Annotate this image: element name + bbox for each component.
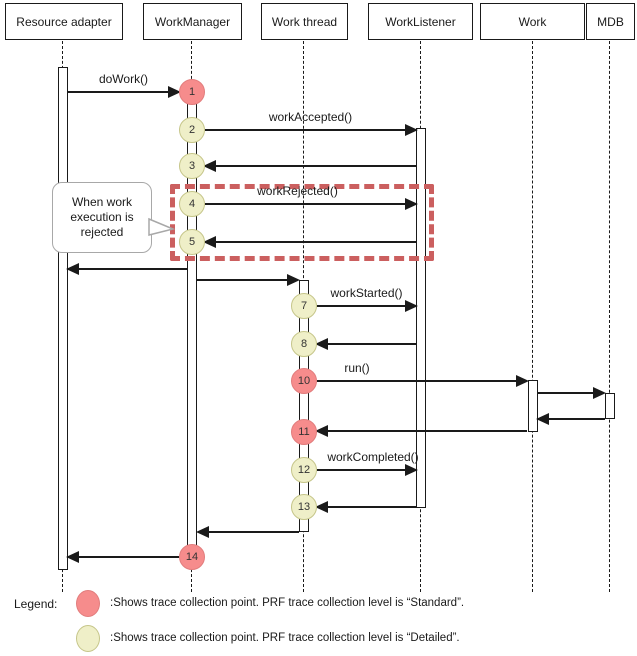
trace-point-number: 7 <box>300 300 308 312</box>
message-dowork-label: doWork() <box>98 72 149 86</box>
return-worklistener-to-workmanager-arrow <box>205 165 416 167</box>
message-run-arrow <box>317 380 527 382</box>
participant-resource-adapter <box>5 3 123 40</box>
return-workmanager-to-resource-adapter-arrow <box>68 556 179 558</box>
trace-point-13 <box>291 494 317 520</box>
legend-detailed-marker <box>76 625 100 652</box>
trace-point-14 <box>179 544 205 570</box>
participant-workmanager <box>143 3 242 40</box>
return-mdb-to-work-arrow <box>538 418 605 420</box>
trace-point-number: 8 <box>300 338 308 350</box>
message-workcompleted-label: workCompleted() <box>327 450 419 464</box>
participant-mdb <box>586 3 635 40</box>
participant-label: Work <box>518 14 547 29</box>
trace-point-10 <box>291 368 317 394</box>
participant-label: Resource adapter <box>16 14 112 29</box>
legend-standard-text: :Shows trace collection point. PRF trace collection level is “Standard”. <box>110 597 465 609</box>
legend-standard-marker <box>76 590 100 617</box>
trace-point-1 <box>179 79 205 105</box>
activation-resource-adapter <box>58 67 68 570</box>
message-dowork-arrow <box>68 91 179 93</box>
trace-point-12 <box>291 457 317 483</box>
legend-detailed-text: :Shows trace collection point. PRF trace collection level is “Detailed”. <box>110 632 460 644</box>
trace-point-11 <box>291 419 317 445</box>
trace-point-number: 5 <box>188 236 196 248</box>
activation-mdb <box>605 393 615 419</box>
return-work-thread-to-workmanager-arrow <box>198 531 299 533</box>
note-callout-tail <box>148 216 175 238</box>
trace-point-7 <box>291 293 317 319</box>
return-worklistener-to-work-thread-arrow <box>317 343 416 345</box>
message-workaccepted-label: workAccepted() <box>268 110 353 124</box>
trace-point-3 <box>179 153 205 179</box>
message-workstarted-label: workStarted() <box>330 286 403 300</box>
trace-point-number: 12 <box>297 464 311 476</box>
note-callout <box>52 182 152 253</box>
note-text: When work execution is rejected <box>70 195 134 239</box>
trace-point-number: 2 <box>188 124 196 136</box>
trace-point-number: 3 <box>188 160 196 172</box>
message-work-to-mdb-arrow <box>538 392 604 394</box>
participant-worklistener <box>368 3 473 40</box>
return-workmanager-to-resource-adapter-arrow <box>68 268 187 270</box>
trace-point-number: 11 <box>298 426 310 438</box>
participant-label: Work thread <box>271 14 338 29</box>
lifeline-mdb <box>609 41 610 592</box>
return-worklistener-to-workmanager-arrow <box>205 241 416 243</box>
trace-point-4 <box>179 191 205 217</box>
trace-point-number: 4 <box>188 198 196 210</box>
message-workcompleted-arrow <box>317 469 416 471</box>
trace-point-number: 13 <box>297 501 311 513</box>
trace-point-number: 10 <box>297 375 311 387</box>
return-work-to-work-thread-arrow <box>317 430 527 432</box>
message-workmanager-to-work-thread-arrow <box>197 279 298 281</box>
trace-point-2 <box>179 117 205 143</box>
message-run-label: run() <box>344 361 370 375</box>
trace-point-number: 1 <box>188 86 196 98</box>
trace-point-number: 14 <box>185 551 199 563</box>
participant-label: MDB <box>597 14 624 29</box>
message-workaccepted-arrow <box>205 129 416 131</box>
participant-work-thread <box>261 3 348 40</box>
return-worklistener-to-work-thread-arrow <box>317 506 416 508</box>
message-workstarted-arrow <box>317 305 416 307</box>
trace-point-5 <box>179 229 205 255</box>
message-workrejected-arrow <box>205 203 416 205</box>
participant-work <box>480 3 585 40</box>
lifeline-work <box>532 41 533 592</box>
participant-label: WorkManager <box>154 14 231 29</box>
trace-point-8 <box>291 331 317 357</box>
participant-label: WorkListener <box>385 14 456 29</box>
legend-title: Legend: <box>14 597 58 611</box>
message-workrejected-label: workRejected() <box>257 184 338 198</box>
